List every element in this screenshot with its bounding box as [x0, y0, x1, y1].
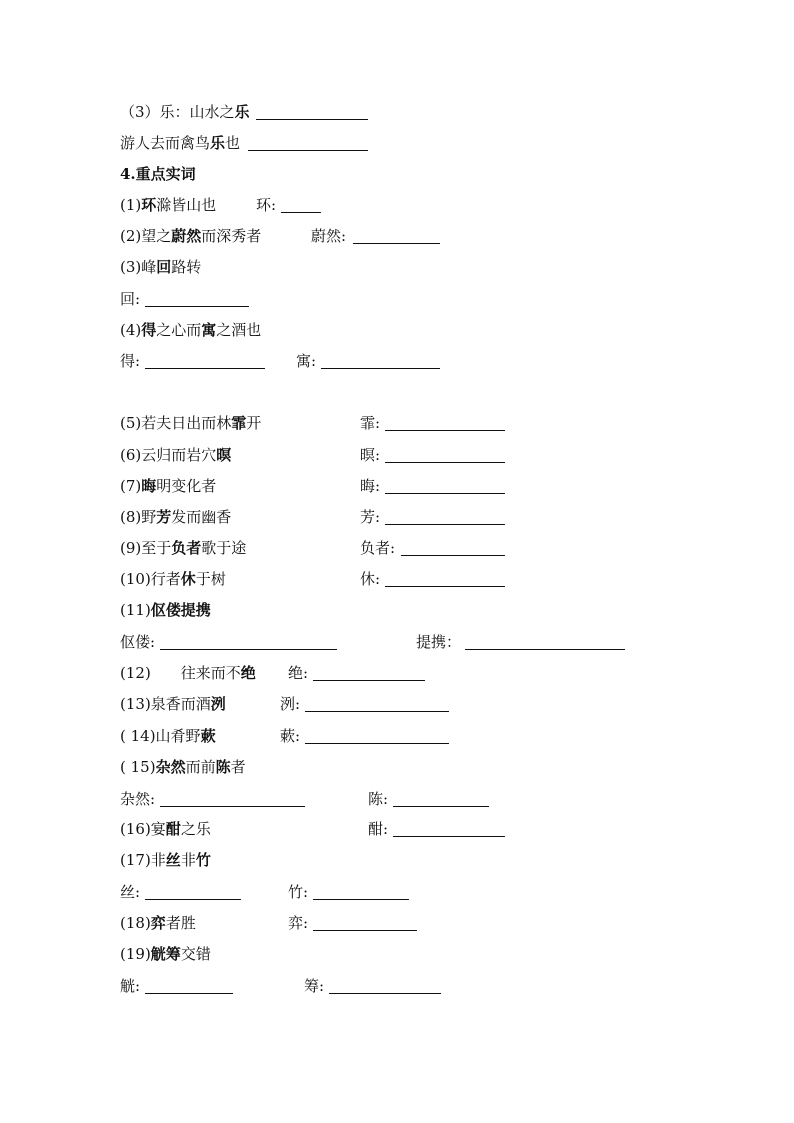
answer-blank[interactable]	[385, 462, 505, 463]
q14-label	[280, 726, 300, 746]
q6-sentence	[120, 445, 231, 465]
text-segment: 之酒也	[216, 321, 262, 339]
answer-blank[interactable]	[281, 212, 321, 213]
answer-blank[interactable]	[465, 649, 625, 650]
q14-sentence	[120, 726, 216, 746]
answer-blank[interactable]	[248, 150, 368, 151]
text-segment: 蔚然:	[311, 227, 347, 245]
text-segment: (8)野	[120, 508, 157, 526]
text-segment: 回:	[120, 290, 141, 308]
q19-sentence	[120, 944, 211, 964]
answer-blank[interactable]	[329, 993, 441, 994]
text-segment: (4)	[120, 321, 142, 339]
key-word: 伛偻提携	[150, 601, 211, 619]
q9-label	[360, 538, 395, 558]
q15-label-zaran	[120, 789, 155, 809]
text-segment: 暝:	[360, 446, 381, 464]
key-word: 竹	[195, 851, 211, 869]
q4-label-yu	[296, 351, 316, 371]
key-word: 酣	[165, 820, 181, 838]
q11-sentence	[120, 600, 211, 620]
key-word: 蔚然	[171, 227, 202, 245]
q11-label-tixie	[416, 632, 461, 652]
text-segment: 得:	[120, 352, 141, 370]
text-segment: 晦:	[360, 477, 381, 495]
answer-blank[interactable]	[313, 930, 417, 931]
q11-label-yulou	[120, 632, 155, 652]
q2-sentence	[120, 226, 261, 246]
key-word: 洌	[210, 695, 226, 713]
text-segment: 滁皆山也	[156, 196, 217, 214]
key-word: 寓	[201, 321, 217, 339]
answer-blank[interactable]	[353, 243, 440, 244]
text-segment: (10)行者	[120, 570, 181, 588]
text-segment: (3)峰	[120, 258, 157, 276]
text-segment: 环:	[256, 196, 277, 214]
answer-blank[interactable]	[305, 711, 449, 712]
q12-label	[288, 663, 308, 683]
text-segment: 而前	[185, 758, 216, 776]
text-segment: 筹:	[304, 977, 325, 995]
answer-blank[interactable]	[145, 899, 241, 900]
q4-sentence	[120, 320, 261, 340]
q17-sentence	[120, 850, 211, 870]
answer-blank[interactable]	[256, 119, 368, 120]
answer-blank[interactable]	[385, 493, 505, 494]
answer-blank[interactable]	[160, 649, 337, 650]
text-segment: 丝:	[120, 883, 141, 901]
text-segment: 者	[230, 758, 246, 776]
q5-label	[360, 413, 380, 433]
q3-sentence	[120, 257, 201, 277]
text-segment: 绝:	[288, 664, 309, 682]
text-segment: 路转	[171, 258, 202, 276]
text-segment: (9)至于	[120, 539, 172, 557]
key-word: 回	[156, 258, 172, 276]
text-segment: (7)	[120, 477, 142, 495]
answer-blank[interactable]	[305, 743, 449, 744]
q13-label	[280, 694, 300, 714]
section-heading	[120, 164, 196, 184]
item-3-question	[120, 102, 250, 122]
key-word: 4.重点实词	[120, 165, 196, 183]
q6-label	[360, 445, 380, 465]
text-segment: (1)	[120, 196, 142, 214]
answer-blank[interactable]	[401, 555, 505, 556]
text-segment: 者胜	[165, 914, 196, 932]
text-segment: 洌:	[280, 695, 301, 713]
q4-label-de	[120, 351, 140, 371]
text-segment: 之乐	[180, 820, 211, 838]
q18-label	[288, 913, 308, 933]
answer-blank[interactable]	[145, 993, 233, 994]
key-word: 丝	[165, 851, 181, 869]
text-segment: 休:	[360, 570, 381, 588]
q7-sentence	[120, 476, 216, 496]
q1-sentence	[120, 195, 216, 215]
text-segment: 蔌:	[280, 727, 301, 745]
text-segment: 竹:	[288, 883, 309, 901]
text-segment: 游人去而禽鸟	[120, 134, 211, 152]
key-word: 乐	[210, 134, 226, 152]
answer-blank[interactable]	[160, 806, 305, 807]
q10-sentence	[120, 569, 226, 589]
key-word: 芳	[156, 508, 172, 526]
key-word: 晦	[141, 477, 157, 495]
text-segment: 之心而	[156, 321, 202, 339]
text-segment: (2)望之	[120, 227, 172, 245]
q1-label	[256, 195, 276, 215]
q9-sentence	[120, 538, 246, 558]
key-word: 弈	[150, 914, 166, 932]
key-word: 霏	[231, 414, 247, 432]
q18-sentence	[120, 913, 196, 933]
text-segment: 开	[246, 414, 262, 432]
answer-blank[interactable]	[393, 806, 489, 807]
q19-label-gong	[120, 976, 140, 996]
q15-label-chen	[368, 789, 388, 809]
text-segment: (18)	[120, 914, 151, 932]
q10-label	[360, 569, 380, 589]
text-segment: (16)宴	[120, 820, 166, 838]
answer-blank[interactable]	[145, 306, 249, 307]
answer-blank[interactable]	[385, 430, 505, 431]
q7-label	[360, 476, 380, 496]
text-segment: 提携：	[416, 633, 462, 651]
text-segment: ( 15)	[120, 758, 156, 776]
text-segment: 霏:	[360, 414, 381, 432]
text-segment: (17)非	[120, 851, 166, 869]
text-segment: 明变化者	[156, 477, 217, 495]
answer-blank[interactable]	[385, 524, 505, 525]
text-segment: 交错	[180, 945, 211, 963]
q19-label-chou	[304, 976, 324, 996]
text-segment: 酣:	[368, 820, 389, 838]
key-word: 绝	[240, 664, 256, 682]
text-segment: 也	[225, 134, 241, 152]
answer-blank[interactable]	[321, 368, 440, 369]
text-segment: 伛偻:	[120, 633, 156, 651]
text-segment: 弈:	[288, 914, 309, 932]
text-segment: 而深秀者	[201, 227, 262, 245]
q8-label	[360, 507, 380, 527]
q8-sentence	[120, 507, 231, 527]
text-segment: 觥:	[120, 977, 141, 995]
text-segment: (12) 往来而不	[120, 664, 241, 682]
q17-label-zhu	[288, 882, 308, 902]
key-word: 休	[180, 570, 196, 588]
text-segment: 杂然:	[120, 790, 156, 808]
q5-sentence	[120, 413, 261, 433]
text-segment: 芳:	[360, 508, 381, 526]
item-3-sentence	[120, 133, 240, 153]
text-segment: 于树	[195, 570, 226, 588]
text-segment: 非	[180, 851, 196, 869]
answer-blank[interactable]	[393, 836, 505, 837]
text-segment: 负者:	[360, 539, 396, 557]
key-word: 蔌	[200, 727, 216, 745]
q15-sentence	[120, 757, 246, 777]
text-segment: 发而幽香	[171, 508, 232, 526]
answer-blank[interactable]	[313, 680, 425, 681]
text-segment: 寓:	[296, 352, 317, 370]
text-segment: 歌于途	[201, 539, 247, 557]
text-segment: (11)	[120, 601, 151, 619]
text-segment: 陈:	[368, 790, 389, 808]
q12-sentence	[120, 663, 256, 683]
key-word: 杂然	[155, 758, 186, 776]
answer-blank[interactable]	[145, 368, 265, 369]
answer-blank[interactable]	[313, 899, 409, 900]
key-word: 乐	[234, 103, 250, 121]
key-word: 觥筹	[150, 945, 181, 963]
key-word: 陈	[215, 758, 231, 776]
q2-label	[311, 226, 346, 246]
q17-label-si	[120, 882, 140, 902]
text-segment: (19)	[120, 945, 151, 963]
text-segment: (13)泉香而酒	[120, 695, 211, 713]
key-word: 暝	[216, 446, 232, 464]
q13-sentence	[120, 694, 226, 714]
key-word: 负者	[171, 539, 202, 557]
answer-blank[interactable]	[385, 586, 505, 587]
text-segment: （3）乐：山水之	[120, 103, 235, 121]
text-segment: (6)云归而岩穴	[120, 446, 217, 464]
q16-sentence	[120, 819, 211, 839]
key-word: 得	[141, 321, 157, 339]
q16-label	[368, 819, 388, 839]
text-segment: (5)若夫日出而林	[120, 414, 232, 432]
key-word: 环	[141, 196, 157, 214]
q3-label	[120, 289, 140, 309]
text-segment: ( 14)山肴野	[120, 727, 201, 745]
